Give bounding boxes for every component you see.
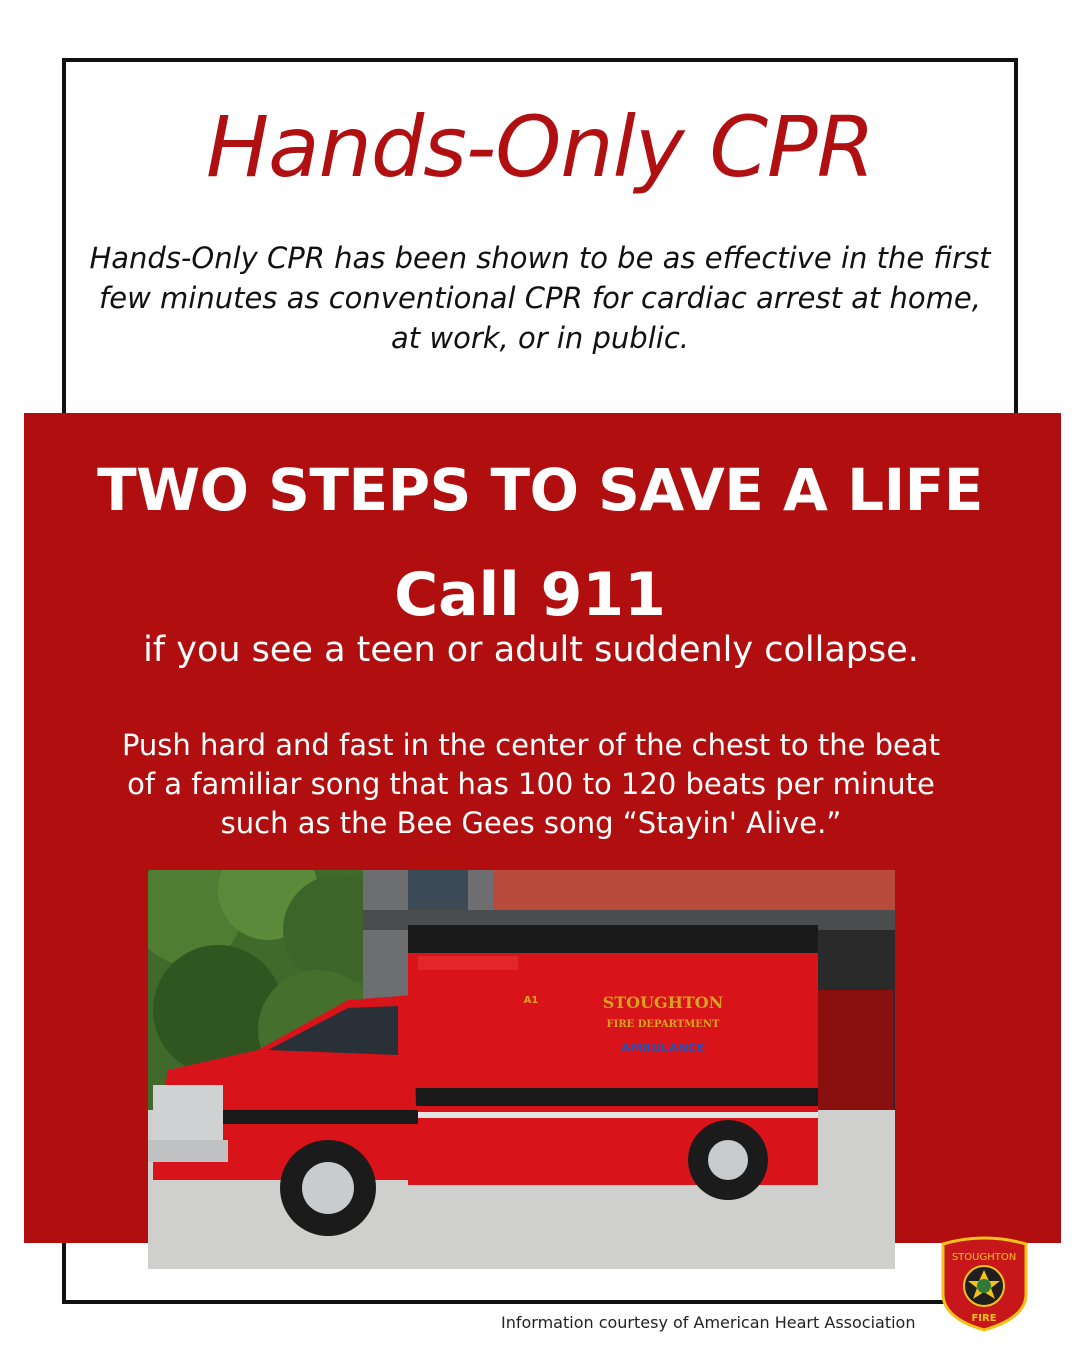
truck-lettering-stoughton: STOUGHTON <box>602 993 724 1012</box>
truck-unit-number: A1 <box>523 995 539 1006</box>
truck-lettering-department: FIRE DEPARTMENT <box>606 1019 720 1030</box>
call-911-text: if you see a teen or adult suddenly collapse. <box>143 630 919 670</box>
steps-heading: TWO STEPS TO SAVE A LIFE <box>97 456 983 524</box>
badge-bottom-text: FIRE <box>971 1313 997 1324</box>
truck-lettering-ambulance: AMBULANCE <box>620 1041 706 1055</box>
credit-text: Information courtesy of American Heart Association <box>501 1313 916 1332</box>
stoughton-fire-badge <box>937 1236 1032 1332</box>
ambulance-photo <box>148 870 895 1269</box>
badge-top-text: STOUGHTON <box>951 1252 1017 1263</box>
poster-title: Hands-Only CPR <box>205 98 875 196</box>
intro-text: Hands-Only CPR has been shown to be as effective in the first few minutes as conventional CPR for cardiac arrest at home, at work, or in public. <box>89 241 991 355</box>
push-instructions: Push hard and fast in the center of the chest to the beat of a familiar song that has 100 to 120 beats per minute such as the Bee Gees song “Stayin' Alive.” <box>121 728 941 840</box>
call-911-heading: Call 911 <box>394 560 666 630</box>
